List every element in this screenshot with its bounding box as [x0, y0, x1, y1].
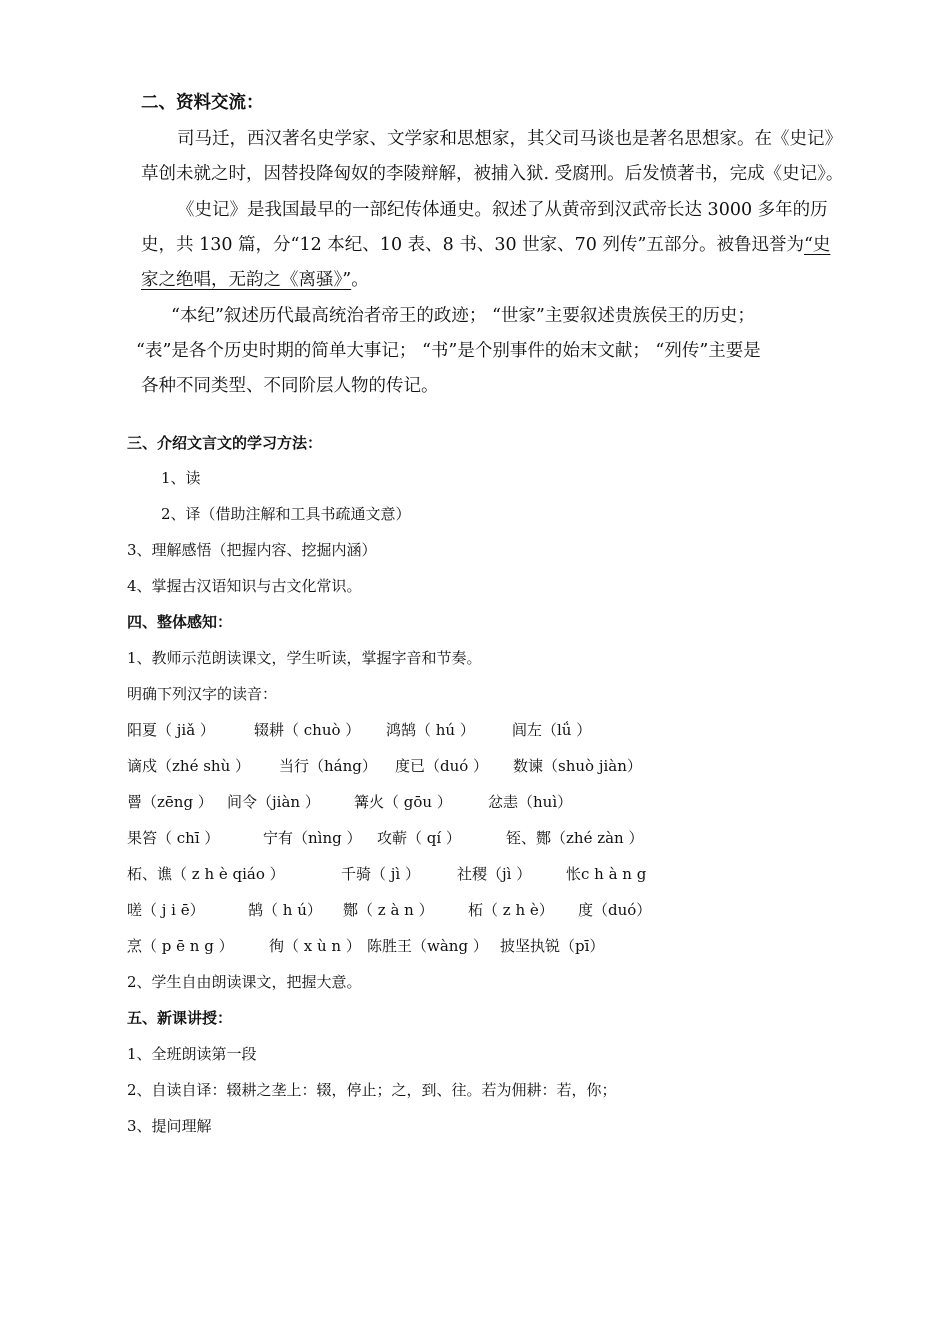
pronunciation-entry: 篝火（ gōu ） [354, 793, 452, 811]
paragraph-line: 各种不同类型、不同阶层人物的传记。 [141, 376, 439, 396]
pronunciation-entry: 宁有（nìng ） [263, 829, 362, 847]
pronunciation-entry: 攻蕲（ qí ） [377, 829, 461, 847]
section-heading: 五、新课讲授： [127, 1009, 233, 1027]
pronunciation-entry: 酂（ z à n ） [343, 901, 434, 919]
paragraph-line: 司马迁，西汉著名史学家、文学家和思想家，其父司马谈也是著名思想家。在《史记》 [177, 129, 842, 149]
pronunciation-entry: 嗟（ j i ē） [127, 901, 205, 919]
pronunciation-entry: 鸿鹄（ hú ） [386, 721, 475, 739]
pronunciation-entry: 闾左（lǘ ） [512, 721, 592, 739]
pronunciation-entry: 千骑（ jì ） [341, 865, 420, 883]
pronunciation-entry: 辍耕（ chuò ） [254, 721, 361, 739]
pronunciation-entry: 度（duó） [578, 901, 652, 919]
list-item: 1、教师示范朗读课文，学生听读，掌握字音和节奏。 [127, 649, 482, 667]
pronunciation-entry: 柘、谯（ z h è qiáo ） [127, 865, 285, 883]
pronunciation-entry: 数谏（shuò jiàn） [513, 757, 642, 775]
section-heading: 三、介绍文言文的学习方法： [127, 434, 323, 452]
pronunciation-entry: 社稷（jì ） [457, 865, 532, 883]
list-item: 3、提问理解 [127, 1117, 212, 1135]
list-item: 2、学生自由朗读课文，把握大意。 [127, 973, 362, 991]
pronunciation-entry: 柘（ z h è） [468, 901, 554, 919]
paragraph-line [141, 231, 830, 256]
pronunciation-entry: 烹（ p ē n g ） [127, 937, 234, 955]
text-segment: 。 [351, 270, 369, 290]
paragraph-line: “本纪”叙述历代最高统治者帝王的政迹； “世家”主要叙述贵族侯王的历史； [171, 306, 755, 326]
paragraph-line [141, 266, 369, 291]
pronunciation-entry: 阳夏（ jiǎ ） [127, 721, 215, 739]
list-item: 4、掌握古汉语知识与古文化常识。 [127, 577, 362, 595]
pronunciation-entry: 怅c h à n g [566, 865, 647, 883]
list-item: 3、理解感悟（把握内容、挖掘内涵） [127, 541, 377, 559]
paragraph-line: 草创未就之时，因替投降匈奴的李陵辩解，被捕入狱. 受腐刑。后发愤著书，完成《史记》。 [141, 164, 844, 184]
pronunciation-entry: 度已（duó ） [395, 757, 489, 775]
list-item: 1、全班朗读第一段 [127, 1045, 257, 1063]
list-item: 1、读 [161, 469, 201, 487]
pronunciation-entry: 谪戍（zhé shù ） [127, 757, 250, 775]
pronunciation-entry: 果笞（ chī ） [127, 829, 220, 847]
section-heading: 四、整体感知： [127, 613, 233, 631]
pronunciation-entry: 鹄（ h ú） [248, 901, 322, 919]
pronunciation-entry: 徇（ x ù n ） [269, 937, 361, 955]
pronunciation-entry: 忿恚（huì） [488, 793, 573, 811]
list-item: 2、自读自译：辍耕之垄上：辍，停止；之，到、往。若为佣耕：若，你； [127, 1081, 617, 1099]
paragraph-line: “表”是各个历史时期的简单大事记； “书”是个别事件的始末文献； “列传”主要是 [136, 341, 761, 361]
section-heading: 二、资料交流： [141, 93, 264, 113]
quote-underlined: “史 [803, 235, 831, 255]
list-item: 明确下列汉字的读音： [127, 685, 278, 703]
pronunciation-entry: 铚、酂（zhé zàn ） [506, 829, 644, 847]
pronunciation-entry: 间令（jiàn ） [227, 793, 320, 811]
text-segment: 史，共 130 篇，分“12 本纪、10 表、8 书、30 世家、70 列传”五部分。被鲁迅誉为 [141, 235, 804, 255]
quote-underlined: 家之绝唱，无韵之《离骚》” [141, 270, 352, 290]
pronunciation-entry: 罾（zēng ） [127, 793, 213, 811]
pronunciation-entry: 陈胜王（wàng ） [367, 937, 488, 955]
pronunciation-entry: 当行（háng） [279, 757, 377, 775]
pronunciation-entry: 披坚执锐（pī） [500, 937, 605, 955]
list-item: 2、译（借助注解和工具书疏通文意） [161, 505, 411, 523]
paragraph-line: 《史记》是我国最早的一部纪传体通史。叙述了从黄帝到汉武帝长达 3000 多年的历 [177, 200, 828, 220]
